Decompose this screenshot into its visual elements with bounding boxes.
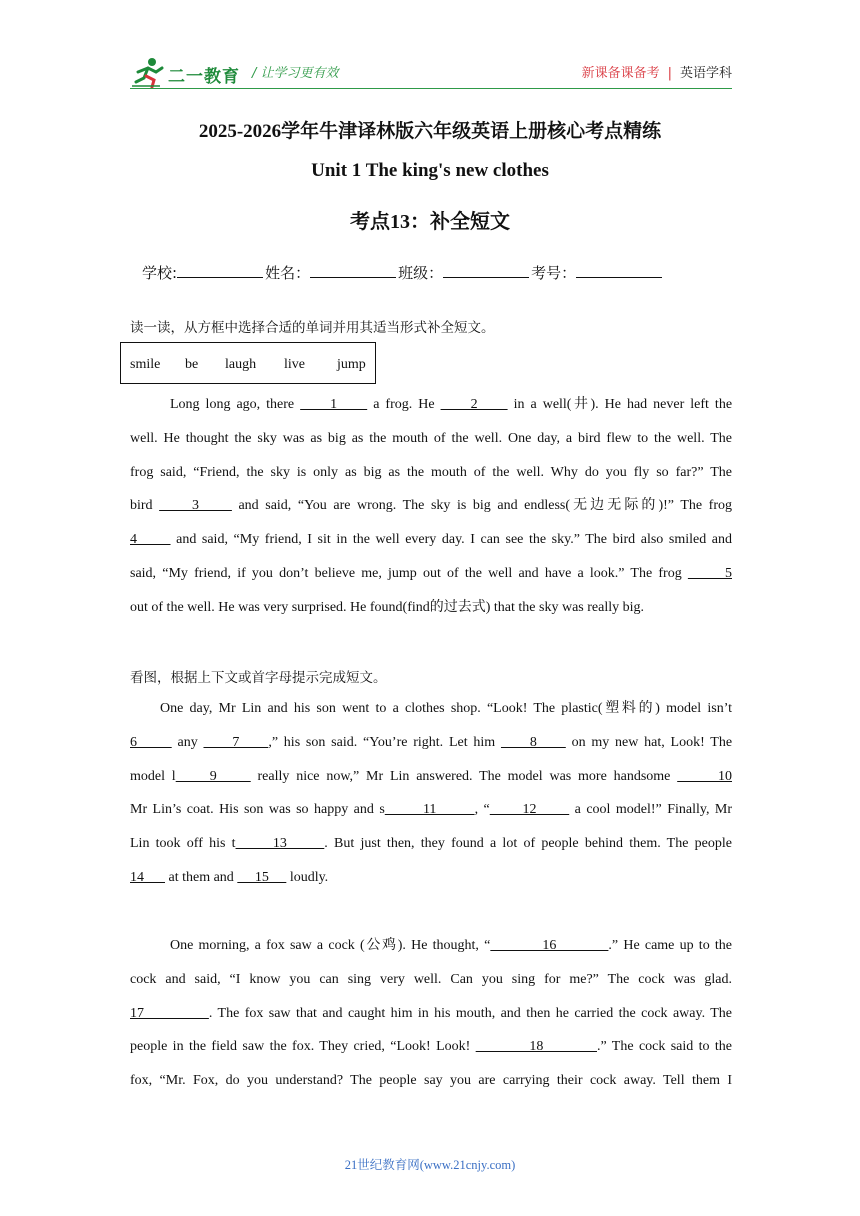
passage-line: model l 9 really nice now,” Mr Lin answered. The model was more handsome 10: [130, 768, 732, 784]
class-label: 班级：: [398, 264, 444, 282]
blank-17[interactable]: 17: [130, 1005, 209, 1021]
logo-text: 二一教育: [168, 67, 240, 86]
topic-title: 考点13：补全短文: [350, 211, 510, 233]
passage-line: said, “My friend, if you don’t believe me, jump out of the well and have a look.” The frog 5: [130, 565, 732, 581]
blank-18[interactable]: 18: [475, 1039, 597, 1055]
passage-line: One day, Mr Lin and his son went to a clothes shop. “Look! The plastic(塑料的) model isn’t: [160, 701, 732, 716]
passage-frog: [130, 388, 732, 625]
school-blank[interactable]: [177, 263, 263, 278]
school-label: 学校:: [142, 264, 178, 282]
blank-16[interactable]: 16: [490, 938, 609, 953]
number-label: 考号：: [531, 264, 577, 282]
header-subject-label: 英语学科: [679, 66, 732, 81]
header-right: [582, 62, 732, 81]
passage-line: Long long ago, there 1 a frog. He 2 in a well(井). He had never left the: [170, 397, 732, 412]
word-bank-item: smile: [130, 357, 161, 372]
blank-14[interactable]: 14: [130, 869, 165, 885]
blank-11[interactable]: 11: [384, 802, 475, 818]
blank-10[interactable]: 10: [677, 768, 732, 784]
blank-9[interactable]: 9: [175, 768, 251, 784]
blank-2[interactable]: 2: [440, 397, 508, 412]
name-blank[interactable]: [310, 263, 396, 278]
student-info-row: [142, 262, 664, 283]
section1-instruction: 读一读，从方框中选择合适的单词并用其适当形式补全短文。: [130, 320, 495, 336]
passage-line: 6 any 7 ,” his son said. “You’re right. Let him 8 on my new hat, Look! The: [130, 734, 732, 750]
word-bank-box: [120, 342, 376, 384]
logo: [130, 56, 250, 88]
unit-title: Unit 1 The king's new clothes: [311, 160, 549, 181]
blank-8[interactable]: 8: [500, 734, 566, 750]
blank-15[interactable]: 15: [237, 869, 287, 885]
passage-line: people in the field saw the fox. They cried, “Look! Look! 18 .” The cock said to the: [130, 1039, 732, 1055]
passage-line: bird 3 and said, “You are wrong. The sky is big and endless(无边无际的)!” The frog: [130, 498, 732, 514]
blank-4[interactable]: 4: [130, 532, 171, 548]
word-bank-item: jump: [337, 357, 366, 372]
passage-line: 4 and said, “My friend, I sit in the well every day. I can see the sky.” The bird also smiled and: [130, 532, 732, 548]
word-bank-item: laugh: [225, 357, 257, 372]
passage-line: One morning, a fox saw a cock (公鸡). He thought, “ 16 .” He came up to the: [170, 938, 732, 953]
blank-1[interactable]: 1: [300, 397, 368, 412]
passage-line: Lin took off his t 13 . But just then, they found a lot of people behind them. The people: [130, 836, 732, 852]
blank-12[interactable]: 12: [489, 802, 570, 818]
header-divider: [130, 88, 732, 89]
page-footer: 21世纪教育网(www.21cnjy.com): [344, 1158, 516, 1172]
blank-3[interactable]: 3: [159, 498, 232, 514]
passage-model: [130, 692, 732, 895]
blank-13[interactable]: 13: [235, 836, 325, 852]
blank-7[interactable]: 7: [203, 734, 269, 750]
blank-6[interactable]: 6: [130, 734, 172, 750]
section2-instruction: 看图，根据上下文或首字母提示完成短文。: [130, 670, 387, 686]
passage-line: out of the well. He was very surprised. He found(find的过去式) that the sky was really big.: [130, 599, 644, 615]
passage-line: Mr Lin’s coat. His son was so happy and s 11 , “ 12 a cool model!” Finally, Mr: [130, 802, 732, 818]
passage-line: fox, “Mr. Fox, do you understand? The people say you are carrying their cock away. Tell them I: [130, 1073, 732, 1089]
document-title: 2025-2026学年牛津译林版六年级英语上册核心考点精练: [198, 121, 662, 142]
runner-logo-icon: [130, 56, 168, 88]
header-course-label: 新课备课备考: [581, 66, 660, 81]
passage-line: frog said, “Friend, the sky is only as big as the mouth of the well. Why do you fly so far?” The: [130, 464, 732, 480]
passage-line: well. He thought the sky was as big as the mouth of the well. One day, a bird flew to the well. The: [130, 430, 732, 446]
word-bank-item: be: [185, 357, 199, 372]
passage-line: 14 at them and 15 loudly.: [130, 869, 329, 885]
slogan: / 让学习更有效: [252, 66, 339, 81]
passage-line: 17 . The fox saw that and caught him in his mouth, and then he carried the cock away. The: [130, 1005, 732, 1021]
passage-line: cock and said, “I know you can sing very well. Can you sing for me?” The cock was glad.: [130, 971, 732, 987]
header-separator: |: [667, 66, 672, 81]
passage-fox: [130, 929, 732, 1098]
page-header: [130, 56, 732, 90]
blank-5[interactable]: 5: [687, 565, 732, 581]
class-blank[interactable]: [443, 263, 529, 278]
word-bank-item: live: [284, 357, 305, 372]
number-blank[interactable]: [576, 263, 662, 278]
name-label: 姓名：: [265, 264, 311, 282]
